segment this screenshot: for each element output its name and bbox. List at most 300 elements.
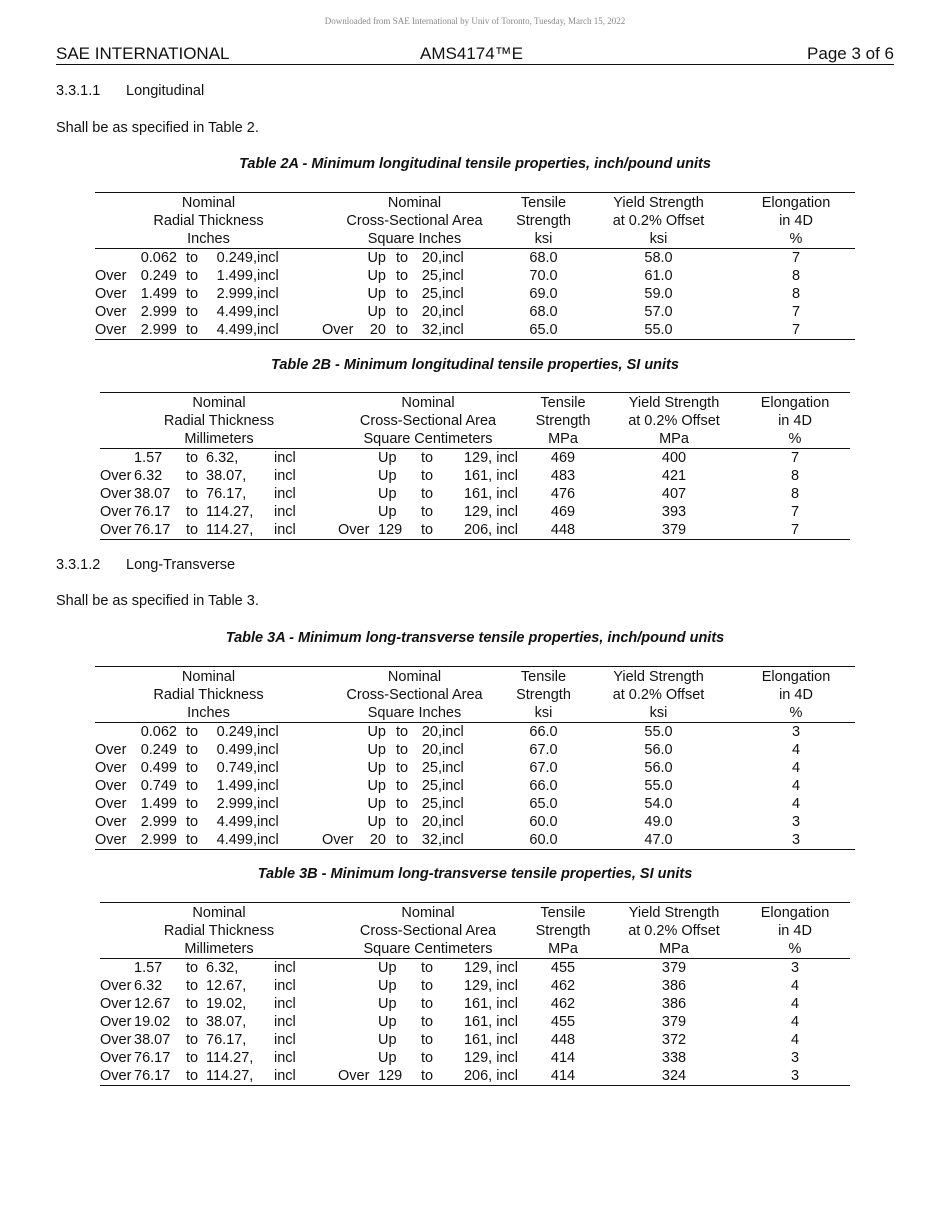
cell-t-from: 6.32 <box>134 978 163 994</box>
header-row <box>100 940 850 959</box>
cell-t-incl: incl <box>274 978 296 994</box>
cell-t-incl: incl <box>257 742 279 758</box>
cell-t-to: to <box>185 724 199 740</box>
cell-a-incl: incl <box>442 742 464 758</box>
cell-t-pre: Over <box>95 304 127 320</box>
cell-t-from: 76.17 <box>134 1067 178 1086</box>
cell-t-incl: incl <box>274 486 296 502</box>
header-yield-strength: Yield Strength <box>608 903 740 923</box>
cell-t-incl: incl <box>274 1014 296 1030</box>
cell-tensile: 67.0 <box>529 742 558 758</box>
cell-yield: 338 <box>661 1050 687 1066</box>
cell-a-pre <box>338 1031 378 1049</box>
cell-a-max: 161, incl <box>463 996 518 1012</box>
header-yield-strength: at 0.2% Offset <box>628 413 720 429</box>
header-tensile-strength: MPa <box>518 940 608 959</box>
cell-a-pre <box>338 1013 378 1031</box>
cell-t-from: 2.999 <box>140 304 177 320</box>
cell-a-pre <box>322 759 362 777</box>
cell-yield: 56.0 <box>644 742 673 758</box>
cell-yield: 407 <box>661 486 687 502</box>
cell-elong: 3 <box>791 724 801 740</box>
cell-a-max: 20, <box>421 250 442 266</box>
header-cross-sectional-area: Cross-Sectional Area <box>359 413 497 429</box>
header-tensile-strength: ksi <box>507 230 580 249</box>
header-cross-sectional-area: Cross-Sectional Area <box>359 923 497 939</box>
cell-a-to: to <box>420 486 434 502</box>
cell-a-incl: incl <box>442 321 507 340</box>
header-cross-sectional-area: Square Inches <box>322 230 507 249</box>
cell-t-max: 12.67, <box>206 978 247 994</box>
cell-a-max: 161, incl <box>463 468 518 484</box>
cell-tensile: 462 <box>550 978 576 994</box>
cell-t-from: 76.17 <box>134 1050 171 1066</box>
cell-t-incl: incl <box>257 831 322 850</box>
cell-tensile: 414 <box>518 1067 608 1086</box>
cell-tensile: 68.0 <box>529 250 558 266</box>
cell-t-from: 2.999 <box>140 814 177 830</box>
cell-a-to: to <box>416 1067 438 1086</box>
cell-t-max: 38.07, <box>206 468 247 484</box>
cell-t-max: 114.27, <box>206 521 274 540</box>
header-elongation: % <box>740 940 850 959</box>
header-row <box>95 193 855 213</box>
cell-yield: 379 <box>661 960 687 976</box>
cell-tensile: 469 <box>550 504 576 520</box>
cell-a-from: 20 <box>362 831 386 850</box>
cell-a-to: to <box>395 286 409 302</box>
table-row <box>95 777 855 795</box>
header-yield-strength: MPa <box>608 940 740 959</box>
cell-elong: 8 <box>790 486 800 502</box>
cell-a-pre: Over <box>322 831 362 850</box>
cell-a-incl: incl <box>442 778 464 794</box>
header-radial-thickness: Radial Thickness <box>153 213 264 229</box>
cell-t-to: to <box>185 960 199 976</box>
header-tensile-strength: Tensile <box>518 903 608 923</box>
cell-a-from: Up <box>367 760 386 776</box>
cell-a-to: to <box>395 742 409 758</box>
header-row <box>100 922 850 940</box>
cell-t-max: 114.27, <box>206 1050 254 1066</box>
properties-table <box>100 392 850 540</box>
table-row <box>95 831 855 850</box>
cell-elong: 3 <box>790 1050 800 1066</box>
cell-a-from: Up <box>367 778 386 794</box>
cell-a-max: 25, <box>421 778 442 794</box>
section-text: Shall be as specified in Table 2. <box>56 120 259 136</box>
header-elongation: in 4D <box>778 413 812 429</box>
cell-t-to: to <box>185 486 199 502</box>
header-tensile-strength: Strength <box>516 687 571 703</box>
header-elongation: Elongation <box>737 667 855 687</box>
cell-elong: 7 <box>737 321 855 340</box>
cell-t-to: to <box>185 450 199 466</box>
cell-a-incl: incl <box>442 760 464 776</box>
cell-elong: 4 <box>790 1014 800 1030</box>
cell-t-incl: incl <box>257 778 279 794</box>
cell-a-to: to <box>420 1032 434 1048</box>
cell-t-pre: Over <box>100 1014 132 1030</box>
cell-a-pre <box>322 723 362 742</box>
cell-t-to: to <box>177 831 207 850</box>
cell-a-pre <box>322 741 362 759</box>
cell-a-to: to <box>420 1014 434 1030</box>
header-radial-thickness: Radial Thickness <box>163 923 275 939</box>
cell-a-from: 20 <box>362 321 386 340</box>
cell-tensile: 448 <box>518 521 608 540</box>
cell-tensile: 462 <box>550 996 576 1012</box>
cell-yield: 324 <box>608 1067 740 1086</box>
header-elongation: in 4D <box>778 923 812 939</box>
section-number: 3.3.1.1 <box>56 83 101 99</box>
header-yield-strength: MPa <box>608 430 740 449</box>
table-row <box>95 285 855 303</box>
table-row <box>95 759 855 777</box>
cell-t-max: 4.499, <box>207 831 257 850</box>
cell-a-max: 20, <box>421 742 442 758</box>
page-header <box>56 44 894 65</box>
cell-a-incl: incl <box>442 286 464 302</box>
cell-t-to: to <box>185 742 199 758</box>
cell-a-from: Up <box>378 996 397 1012</box>
table-row <box>95 813 855 831</box>
header-radial-thickness: Nominal <box>100 903 338 923</box>
cell-t-to: to <box>185 1032 199 1048</box>
cell-yield: 386 <box>661 996 687 1012</box>
cell-t-pre <box>95 249 131 268</box>
cell-t-max: 1.499, <box>216 778 257 794</box>
section-number: 3.3.1.2 <box>56 557 101 573</box>
cell-yield: 56.0 <box>644 760 673 776</box>
section-title: Long-Transverse <box>126 557 236 573</box>
cell-t-from: 2.999 <box>131 831 177 850</box>
header-tensile-strength: Strength <box>516 213 571 229</box>
table-row <box>100 995 850 1013</box>
cell-t-max: 2.999, <box>216 286 257 302</box>
header-yield-strength: Yield Strength <box>580 667 737 687</box>
cell-a-to: to <box>420 450 434 466</box>
cell-t-from: 1.57 <box>134 450 163 466</box>
cell-t-max: 76.17, <box>206 1032 247 1048</box>
section-heading-long-transverse <box>56 557 235 573</box>
cell-elong: 8 <box>791 286 801 302</box>
cell-t-to: to <box>185 978 199 994</box>
cell-elong: 4 <box>790 1032 800 1048</box>
header-elongation: Elongation <box>740 393 850 413</box>
cell-t-incl: incl <box>274 450 296 466</box>
cell-t-pre: Over <box>95 796 127 812</box>
cell-elong: 3 <box>790 960 800 976</box>
header-row <box>95 212 855 230</box>
page-number: Page 3 of 6 <box>807 44 894 63</box>
cell-t-pre <box>100 959 134 978</box>
cell-t-max: 1.499, <box>216 268 257 284</box>
cell-a-incl: incl <box>442 796 464 812</box>
cell-t-from: 12.67 <box>134 996 171 1012</box>
cell-t-incl: incl <box>257 724 279 740</box>
cell-t-incl: incl <box>257 796 279 812</box>
cell-t-max: 6.32, <box>206 960 239 976</box>
cell-a-from: Up <box>367 250 386 266</box>
cell-t-from: 19.02 <box>134 1014 171 1030</box>
cell-a-incl: incl <box>442 724 464 740</box>
cell-tensile: 455 <box>550 960 576 976</box>
publisher-name: SAE INTERNATIONAL <box>56 44 230 63</box>
cell-t-to: to <box>185 760 199 776</box>
cell-t-pre: Over <box>95 760 127 776</box>
header-cross-sectional-area: Square Inches <box>322 704 507 723</box>
cell-t-max: 38.07, <box>206 1014 247 1030</box>
header-yield-strength: Yield Strength <box>580 193 737 213</box>
table-row <box>100 503 850 521</box>
cell-yield: 372 <box>661 1032 687 1048</box>
header-cross-sectional-area: Square Centimeters <box>338 430 518 449</box>
cell-tensile: 455 <box>550 1014 576 1030</box>
cell-elong: 3 <box>740 1067 850 1086</box>
cell-t-incl: incl <box>274 960 296 976</box>
cell-t-incl: incl <box>257 286 279 302</box>
table-row <box>100 1013 850 1031</box>
cell-a-to: to <box>395 814 409 830</box>
header-radial-thickness: Nominal <box>95 193 322 213</box>
header-yield-strength: at 0.2% Offset <box>612 213 705 229</box>
cell-a-max: 32, <box>418 321 442 340</box>
header-cross-sectional-area: Nominal <box>338 903 518 923</box>
cell-a-from: Up <box>378 1050 397 1066</box>
cell-tensile: 66.0 <box>529 724 558 740</box>
properties-table <box>100 902 850 1086</box>
cell-a-pre <box>338 467 378 485</box>
cell-tensile: 476 <box>550 486 576 502</box>
cell-t-to: to <box>178 521 206 540</box>
header-tensile-strength: Tensile <box>507 667 580 687</box>
cell-t-pre: Over <box>100 521 134 540</box>
properties-table <box>95 192 855 340</box>
cell-a-from: Up <box>367 724 386 740</box>
cell-t-max: 4.499, <box>216 304 257 320</box>
cell-a-max: 206, incl <box>438 1067 518 1086</box>
cell-a-max: 20, <box>421 304 442 320</box>
cell-a-from: 129 <box>378 1067 416 1086</box>
cell-a-to: to <box>395 796 409 812</box>
cell-yield: 59.0 <box>644 286 673 302</box>
cell-elong: 4 <box>791 760 801 776</box>
cell-tensile: 60.0 <box>507 831 580 850</box>
document-number: AMS4174™E <box>420 44 523 63</box>
cell-tensile: 68.0 <box>529 304 558 320</box>
cell-t-max: 19.02, <box>206 996 247 1012</box>
cell-t-incl: incl <box>274 468 296 484</box>
cell-t-pre: Over <box>100 996 132 1012</box>
cell-a-from: Up <box>378 1032 397 1048</box>
cell-a-to: to <box>420 996 434 1012</box>
cell-t-incl: incl <box>274 504 296 520</box>
cell-a-max: 20, <box>421 724 442 740</box>
cell-yield: 47.0 <box>580 831 737 850</box>
header-tensile-strength: Strength <box>535 923 591 939</box>
cell-a-pre <box>338 449 378 468</box>
cell-t-to: to <box>178 1067 206 1086</box>
cell-t-pre <box>95 723 131 742</box>
cell-yield: 61.0 <box>644 268 673 284</box>
table-row <box>100 485 850 503</box>
cell-t-to: to <box>185 286 199 302</box>
cell-t-from: 0.062 <box>140 724 177 740</box>
cell-yield: 393 <box>661 504 687 520</box>
cell-t-incl: incl <box>274 1050 296 1066</box>
header-cross-sectional-area: Nominal <box>322 667 507 687</box>
header-yield-strength: ksi <box>580 704 737 723</box>
cell-a-incl: incl <box>442 814 464 830</box>
table-row <box>95 321 855 340</box>
cell-yield: 58.0 <box>644 250 673 266</box>
cell-a-max: 129, incl <box>463 960 518 976</box>
cell-t-from: 38.07 <box>134 486 171 502</box>
cell-t-pre: Over <box>100 504 132 520</box>
cell-yield: 386 <box>661 978 687 994</box>
cell-tensile: 66.0 <box>529 778 558 794</box>
cell-a-to: to <box>395 268 409 284</box>
cell-a-max: 25, <box>421 286 442 302</box>
cell-t-to: to <box>185 778 199 794</box>
cell-tensile: 65.0 <box>529 796 558 812</box>
cell-t-from: 0.249 <box>140 268 177 284</box>
table-row <box>100 1067 850 1086</box>
cell-a-pre <box>338 503 378 521</box>
cell-tensile: 70.0 <box>529 268 558 284</box>
header-elongation: Elongation <box>740 903 850 923</box>
cell-a-max: 206, incl <box>438 521 518 540</box>
header-row <box>100 393 850 413</box>
header-row <box>95 230 855 249</box>
cell-elong: 7 <box>791 250 801 266</box>
cell-t-to: to <box>185 1050 199 1066</box>
cell-a-to: to <box>416 521 438 540</box>
cell-a-from: Up <box>367 796 386 812</box>
cell-t-pre: Over <box>95 778 127 794</box>
header-tensile-strength: Tensile <box>507 193 580 213</box>
cell-t-max: 2.999, <box>216 796 257 812</box>
cell-t-pre: Over <box>95 268 127 284</box>
cell-a-incl: incl <box>442 250 464 266</box>
cell-a-from: Up <box>378 978 397 994</box>
cell-t-pre: Over <box>95 742 127 758</box>
header-elongation: % <box>737 704 855 723</box>
header-radial-thickness: Nominal <box>95 667 322 687</box>
table-row <box>95 267 855 285</box>
cell-a-from: Up <box>378 960 397 976</box>
cell-a-max: 32, <box>418 831 442 850</box>
header-yield-strength: Yield Strength <box>608 393 740 413</box>
cell-a-incl: incl <box>442 268 464 284</box>
cell-t-from: 2.999 <box>131 321 177 340</box>
table-row <box>95 249 855 268</box>
cell-tensile: 483 <box>550 468 576 484</box>
cell-t-to: to <box>185 468 199 484</box>
cell-yield: 55.0 <box>644 778 673 794</box>
table-row <box>100 1049 850 1067</box>
cell-t-max: 4.499, <box>216 814 257 830</box>
cell-a-from: Up <box>378 486 397 502</box>
cell-t-pre: Over <box>100 486 132 502</box>
cell-a-to: to <box>420 1050 434 1066</box>
cell-t-incl: incl <box>274 521 338 540</box>
cell-a-from: Up <box>367 286 386 302</box>
header-row <box>100 412 850 430</box>
cell-a-to: to <box>395 724 409 740</box>
cell-t-pre: Over <box>95 814 127 830</box>
cell-a-to: to <box>395 304 409 320</box>
header-row <box>100 903 850 923</box>
header-radial-thickness: Radial Thickness <box>163 413 275 429</box>
header-elongation: % <box>737 230 855 249</box>
cell-t-to: to <box>185 814 199 830</box>
cell-t-from: 0.749 <box>140 778 177 794</box>
cell-a-to: to <box>395 250 409 266</box>
cell-elong: 3 <box>737 831 855 850</box>
header-elongation: % <box>740 430 850 449</box>
cell-elong: 4 <box>790 978 800 994</box>
cell-yield: 55.0 <box>644 724 673 740</box>
cell-t-from: 6.32 <box>134 468 163 484</box>
cell-t-incl: incl <box>257 304 279 320</box>
header-yield-strength: at 0.2% Offset <box>612 687 705 703</box>
header-cross-sectional-area: Nominal <box>322 193 507 213</box>
cell-elong: 4 <box>791 796 801 812</box>
cell-tensile: 67.0 <box>529 760 558 776</box>
cell-a-to: to <box>386 831 418 850</box>
cell-yield: 400 <box>661 450 687 466</box>
cell-a-max: 129, incl <box>463 978 518 994</box>
properties-table <box>95 666 855 850</box>
cell-a-from: Up <box>378 504 397 520</box>
header-radial-thickness: Radial Thickness <box>153 687 264 703</box>
cell-elong: 7 <box>791 304 801 320</box>
cell-t-from: 1.499 <box>140 286 177 302</box>
table-row <box>100 521 850 540</box>
cell-a-from: Up <box>367 814 386 830</box>
cell-a-pre <box>322 813 362 831</box>
cell-t-to: to <box>185 304 199 320</box>
cell-t-to: to <box>185 796 199 812</box>
cell-tensile: 69.0 <box>529 286 558 302</box>
cell-t-max: 0.249, <box>216 724 257 740</box>
cell-t-pre: Over <box>100 1067 134 1086</box>
cell-a-max: 161, incl <box>463 1032 518 1048</box>
table-row <box>100 1031 850 1049</box>
cell-t-max: 114.27, <box>206 1067 274 1086</box>
cell-t-incl: incl <box>274 1032 296 1048</box>
cell-t-incl: incl <box>257 760 279 776</box>
cell-t-pre: Over <box>100 468 132 484</box>
cell-t-to: to <box>185 250 199 266</box>
cell-t-to: to <box>185 1014 199 1030</box>
cell-a-to: to <box>420 960 434 976</box>
section-title: Longitudinal <box>126 83 205 99</box>
table-row <box>100 977 850 995</box>
cell-yield: 54.0 <box>644 796 673 812</box>
cell-yield: 57.0 <box>644 304 673 320</box>
table-row <box>95 795 855 813</box>
cell-t-from: 1.57 <box>134 960 163 976</box>
cell-a-incl: incl <box>442 304 464 320</box>
cell-a-pre <box>338 485 378 503</box>
cell-a-from: Up <box>378 468 397 484</box>
header-row <box>95 686 855 704</box>
table-caption: Table 3B - Minimum long-transverse tensile properties, SI units <box>257 866 693 882</box>
cell-a-pre <box>322 303 362 321</box>
